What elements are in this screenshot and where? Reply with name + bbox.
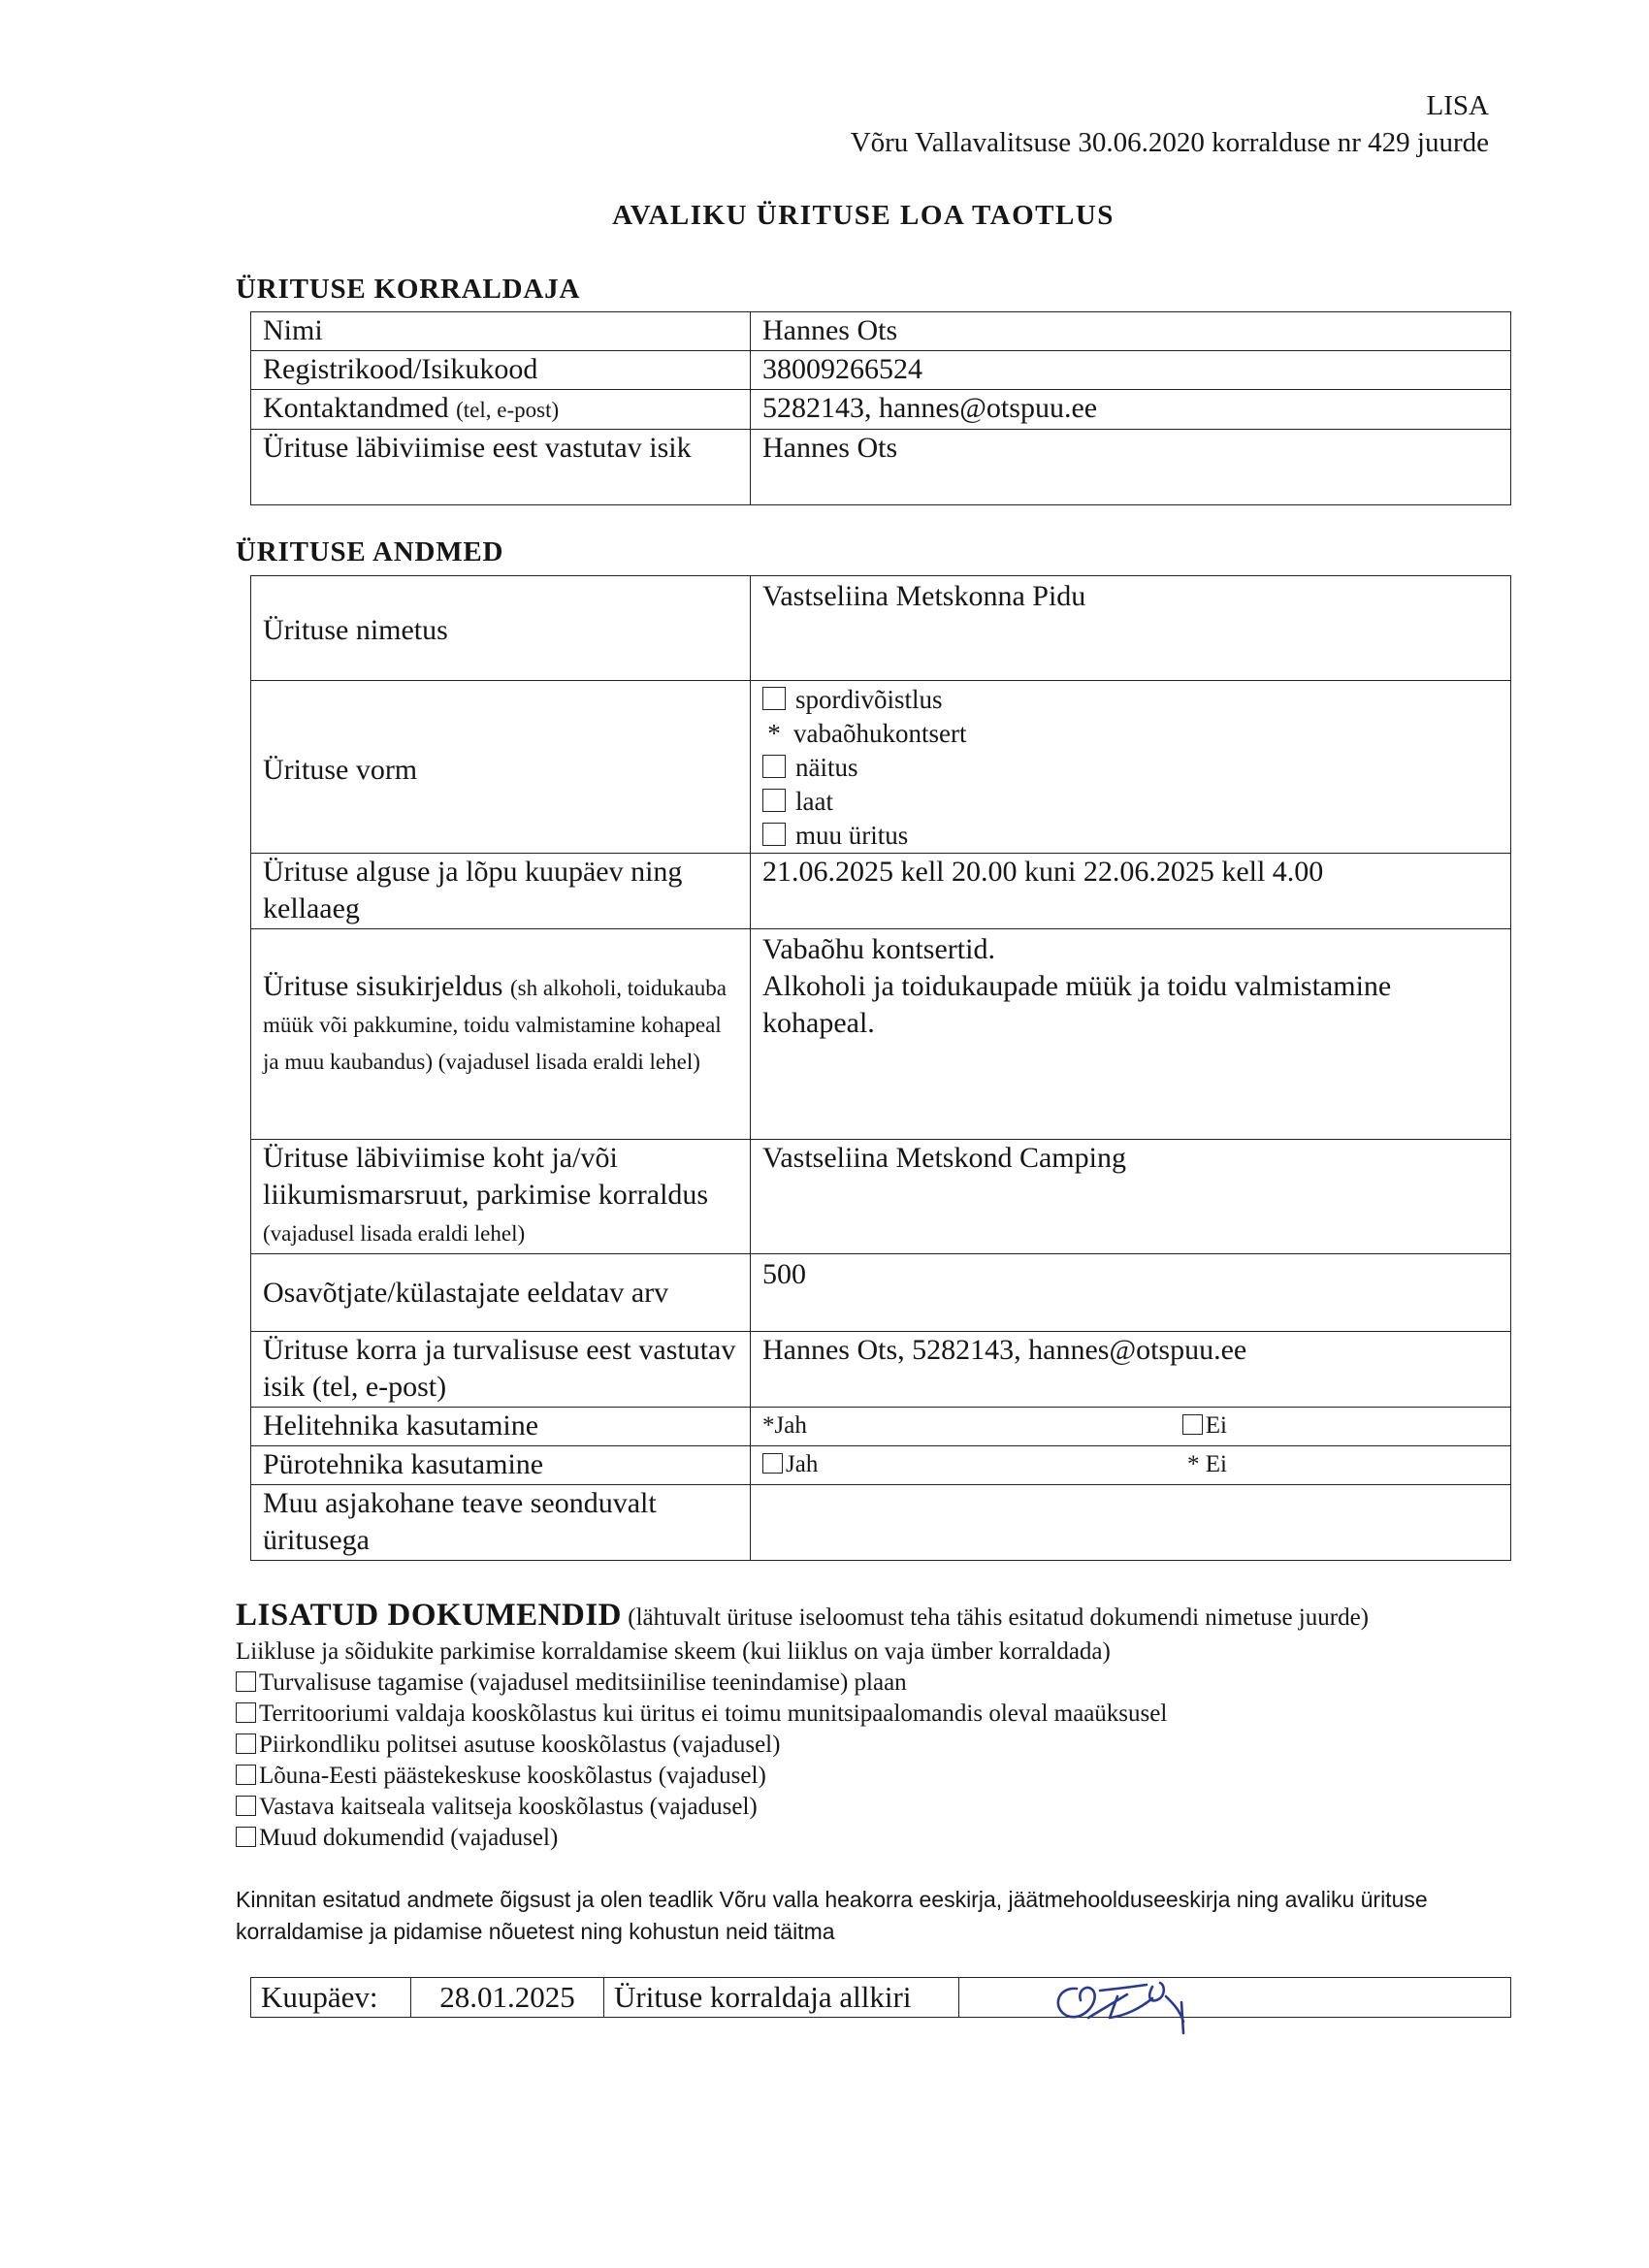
event-participants-label: Osavõtjate/külastajate eeldatav arv bbox=[251, 1254, 751, 1332]
form-option-label: muu üritus bbox=[795, 821, 909, 850]
event-description-label: Ürituse sisukirjeldus bbox=[263, 970, 510, 1002]
event-table bbox=[250, 575, 1511, 1561]
sound-no-option[interactable] bbox=[1182, 1408, 1227, 1444]
attached-documents bbox=[236, 1597, 1526, 1854]
event-row-dates bbox=[251, 854, 1511, 929]
event-row-form bbox=[251, 681, 1511, 854]
form-option-fair[interactable] bbox=[762, 785, 1499, 819]
organizer-row-contact bbox=[251, 390, 1511, 430]
event-pyro-label: Pürotehnika kasutamine bbox=[251, 1446, 751, 1485]
checkbox-empty-icon bbox=[1182, 1414, 1203, 1435]
organizer-section-title: ÜRITUSE KORRALDAJA bbox=[236, 274, 581, 305]
document-item[interactable] bbox=[236, 1823, 1526, 1854]
document-title: AVALIKU ÜRITUSE LOA TAOTLUS bbox=[612, 200, 1115, 231]
pyro-yes-label: Jah bbox=[786, 1451, 819, 1477]
checkbox-empty-icon bbox=[236, 1702, 256, 1723]
event-pyro-options bbox=[751, 1446, 1511, 1485]
event-row-description bbox=[251, 929, 1511, 1140]
date-value: 28.01.2025 bbox=[411, 1978, 604, 2018]
document-item-traffic: Liikluse ja sõidukite parkimise korraldamise skeem (kui liiklus on vaja ümber korraldada) bbox=[236, 1638, 1111, 1665]
organizer-name-label: Nimi bbox=[251, 312, 751, 351]
checkbox-empty-icon bbox=[236, 1827, 256, 1847]
event-description-label-cell bbox=[251, 929, 751, 1140]
event-location-value: Vastseliina Metskond Camping bbox=[751, 1140, 1511, 1254]
signature-label: Ürituse korraldaja allkiri bbox=[604, 1978, 959, 2018]
checkmark-star-icon: * bbox=[1187, 1451, 1200, 1477]
document-item-label: Vastava kaitseala valitseja kooskõlastus (vajadusel) bbox=[259, 1794, 758, 1820]
event-row-pyro bbox=[251, 1446, 1511, 1485]
event-row-sound bbox=[251, 1408, 1511, 1446]
event-location-label-cell bbox=[251, 1140, 751, 1254]
organizer-contact-value: 5282143, hannes@otspuu.ee bbox=[751, 390, 1511, 430]
document-item[interactable] bbox=[236, 1730, 1526, 1761]
description-line: Alkoholi ja toidukaupade müük ja toidu valmistamine kohapeal. bbox=[762, 970, 1392, 1039]
organizer-row-code bbox=[251, 351, 1511, 390]
checkmark-star-icon: * bbox=[767, 719, 781, 748]
sound-yes-option[interactable] bbox=[762, 1408, 807, 1444]
sound-no-label: Ei bbox=[1205, 1412, 1227, 1439]
form-option-label: näitus bbox=[795, 753, 858, 782]
organizer-contact-label-cell bbox=[251, 390, 751, 430]
event-row-location bbox=[251, 1140, 1511, 1254]
signature-table bbox=[250, 1977, 1511, 2018]
organizer-row-responsible bbox=[251, 430, 1511, 505]
document-item[interactable] bbox=[236, 1761, 1526, 1792]
decree-reference: Võru Vallavalitsuse 30.06.2020 korralduse nr 429 juurde bbox=[850, 127, 1489, 158]
checkbox-empty-icon bbox=[762, 789, 786, 812]
document-item-label: Muud dokumendid (vajadusel) bbox=[259, 1825, 559, 1851]
documents-title-note: (lähtuvalt ürituse iseloomust teha tähis esitatud dokumendi nimetuse juurde) bbox=[622, 1604, 1369, 1631]
document-item-label: Turvalisuse tagamise (vajadusel meditsiinilise teenindamise) plaan bbox=[259, 1669, 907, 1696]
event-name-value: Vastseliina Metskonna Pidu bbox=[751, 576, 1511, 681]
event-row-participants bbox=[251, 1254, 1511, 1332]
sound-yes-label: Jah bbox=[774, 1412, 807, 1439]
document-item[interactable] bbox=[236, 1699, 1526, 1730]
organizer-name-value: Hannes Ots bbox=[751, 312, 1511, 351]
checkbox-empty-icon bbox=[762, 687, 786, 710]
document-item-label: Lõuna-Eesti päästekeskuse kooskõlastus (vajadusel) bbox=[259, 1763, 766, 1789]
event-other-value bbox=[751, 1485, 1511, 1561]
event-form-label: Ürituse vorm bbox=[251, 681, 751, 854]
pyro-no-label: Ei bbox=[1205, 1451, 1227, 1477]
event-row-security bbox=[251, 1332, 1511, 1408]
event-location-label: Ürituse läbiviimise koht ja/või liikumismarsruut, parkimise korraldus bbox=[263, 1142, 709, 1211]
checkbox-empty-icon bbox=[236, 1733, 256, 1754]
organizer-responsible-label: Ürituse läbiviimise eest vastutav isik bbox=[251, 430, 751, 505]
form-option-concert[interactable] bbox=[762, 717, 1499, 751]
event-dates-value: 21.06.2025 kell 20.00 kuni 22.06.2025 kell 4.00 bbox=[751, 854, 1511, 929]
documents-title: LISATUD DOKUMENDID bbox=[236, 1598, 623, 1633]
organizer-responsible-value: Hannes Ots bbox=[751, 430, 1511, 505]
checkbox-empty-icon bbox=[236, 1765, 256, 1785]
event-other-label: Muu asjakohane teave seonduvalt üritusega bbox=[251, 1485, 751, 1561]
checkbox-empty-icon bbox=[236, 1796, 256, 1816]
organizer-contact-label-note: (tel, e-post) bbox=[456, 398, 560, 422]
event-name-label: Ürituse nimetus bbox=[251, 576, 751, 681]
document-item-label: Piirkondliku politsei asutuse kooskõlastus (vajadusel) bbox=[259, 1732, 781, 1758]
documents-heading bbox=[236, 1597, 1526, 1636]
form-option-exhibition[interactable] bbox=[762, 751, 1499, 785]
organizer-row-name bbox=[251, 312, 1511, 351]
event-dates-label: Ürituse alguse ja lõpu kuupäev ning kellaaeg bbox=[251, 854, 751, 929]
form-option-other[interactable] bbox=[762, 819, 1499, 853]
handwritten-signature bbox=[1038, 1960, 1212, 2037]
document-item-label: Territooriumi valdaja kooskõlastus kui üritus ei toimu munitsipaalomandis oleval maaüksusel bbox=[259, 1701, 1168, 1727]
organizer-code-value: 38009266524 bbox=[751, 351, 1511, 390]
event-sound-label: Helitehnika kasutamine bbox=[251, 1408, 751, 1446]
form-option-label: vabaõhukontsert bbox=[793, 719, 967, 748]
form-option-label: spordivõistlus bbox=[795, 685, 943, 714]
confirmation-statement: Kinnitan esitatud andmete õigsust ja olen teadlik Võru valla heakorra eeskirja, jäätmehoolduseeskirja ning avaliku ürituse korraldamise ja pidamise nõuetest ning kohustun neid täitma bbox=[236, 1887, 1428, 1944]
event-security-value: Hannes Ots, 5282143, hannes@otspuu.ee bbox=[751, 1332, 1511, 1408]
form-option-label: laat bbox=[795, 787, 833, 816]
organizer-code-label: Registrikood/Isikukood bbox=[251, 351, 751, 390]
organizer-contact-label: Kontaktandmed bbox=[263, 392, 457, 424]
event-description-label-note: (sh alkoholi, toidukauba müük või pakkumine, toidu valmistamine kohapeal ja muu kaubandus) (vajadusel lisada eraldi lehel) bbox=[263, 976, 727, 1074]
event-section-title: ÜRITUSE ANDMED bbox=[236, 536, 504, 567]
description-line: Vabaõhu kontsertid. bbox=[762, 933, 995, 965]
checkbox-empty-icon bbox=[762, 823, 786, 846]
event-form-options bbox=[751, 681, 1511, 854]
document-item[interactable] bbox=[236, 1668, 1526, 1699]
event-participants-value: 500 bbox=[751, 1254, 1511, 1332]
appendix-label: LISA bbox=[1426, 90, 1489, 121]
organizer-table bbox=[250, 311, 1511, 505]
event-location-label-note: (vajadusel lisada eraldi lehel) bbox=[263, 1221, 526, 1246]
form-option-sport[interactable] bbox=[762, 683, 1499, 717]
event-row-name bbox=[251, 576, 1511, 681]
checkbox-empty-icon bbox=[762, 755, 786, 778]
pyro-yes-option[interactable] bbox=[762, 1446, 818, 1483]
checkbox-empty-icon bbox=[762, 1453, 783, 1474]
event-row-other bbox=[251, 1485, 1511, 1561]
document-item[interactable] bbox=[236, 1792, 1526, 1823]
checkbox-empty-icon bbox=[236, 1671, 256, 1692]
checkmark-star-icon: * bbox=[762, 1412, 775, 1439]
event-sound-options bbox=[751, 1408, 1511, 1446]
pyro-no-option[interactable] bbox=[1187, 1446, 1227, 1483]
date-label: Kuupäev: bbox=[251, 1978, 411, 2018]
event-description-value bbox=[751, 929, 1511, 1140]
event-security-label: Ürituse korra ja turvalisuse eest vastutav isik (tel, e-post) bbox=[251, 1332, 751, 1408]
